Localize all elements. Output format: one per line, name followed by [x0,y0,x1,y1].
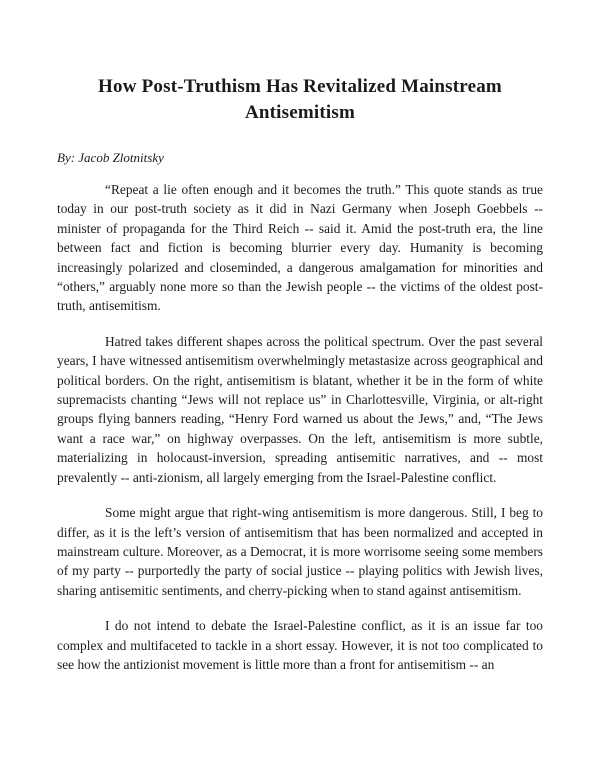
paragraph-2: Hatred takes different shapes across the political spectrum. Over the past several years, I have witnessed antisemitism overwhelmingly metastasize across geographical and political borders. On the right, antisemitism is blatant, whether it be in the form of white supremacists chanting “Jews will not replace us” in Charlottesville, Virginia, or alt-right groups flying banners reading, “Henry Ford warned us about the Jews,” and, “The Jews want a race war,” on highway overpasses. On the left, antisemitism is more subtle, materializing in holocaust-inversion, spreading antisemitic narratives, and -- most prevalently -- anti-zionism, all largely emerging from the Israel-Palestine conflict. [57,333,543,485]
document-body [57,180,543,674]
paragraph-3: Some might argue that right-wing antisemitism is more dangerous. Still, I beg to differ, as it is the left’s version of antisemitism that has been normalized and accepted in mainstream culture. Moreover, as a Democrat, it is more worrisome seeing some members of my party -- purportedly the party of social justice -- playing politics with Jewish lives, sharing antisemitic sentiments, and cherry-picking when to stand against antisemitism. [57,505,543,598]
document-title [57,74,543,126]
document-byline: By: Jacob Zlotnitsky [57,150,164,165]
document-title-line-2: Antisemitism [244,102,356,123]
paragraph-4: I do not intend to debate the Israel-Palestine conflict, as it is an issue far too complex and multifaceted to tackle in a short essay. However, it is not too complicated to see how the antizionist movement is little more than a front for antisemitism -- an [57,618,543,672]
document-title-line-1: How Post-Truthism Has Revitalized Mainstream [98,76,502,97]
paragraph-1: “Repeat a lie often enough and it becomes the truth.” This quote stands as true today in our post-truth society as it did in Nazi Germany when Joseph Goebbels -- minister of propaganda for the Third Reich -- said it. Amid the post-truth era, the line between fact and fiction is becoming blurrier every day. Humanity is becoming increasingly polarized and closeminded, a dangerous amalgamation for minorities and “others,” arguably none more so than the Jewish people -- the victims of the oldest post-truth, antisemitism. [57,182,543,314]
